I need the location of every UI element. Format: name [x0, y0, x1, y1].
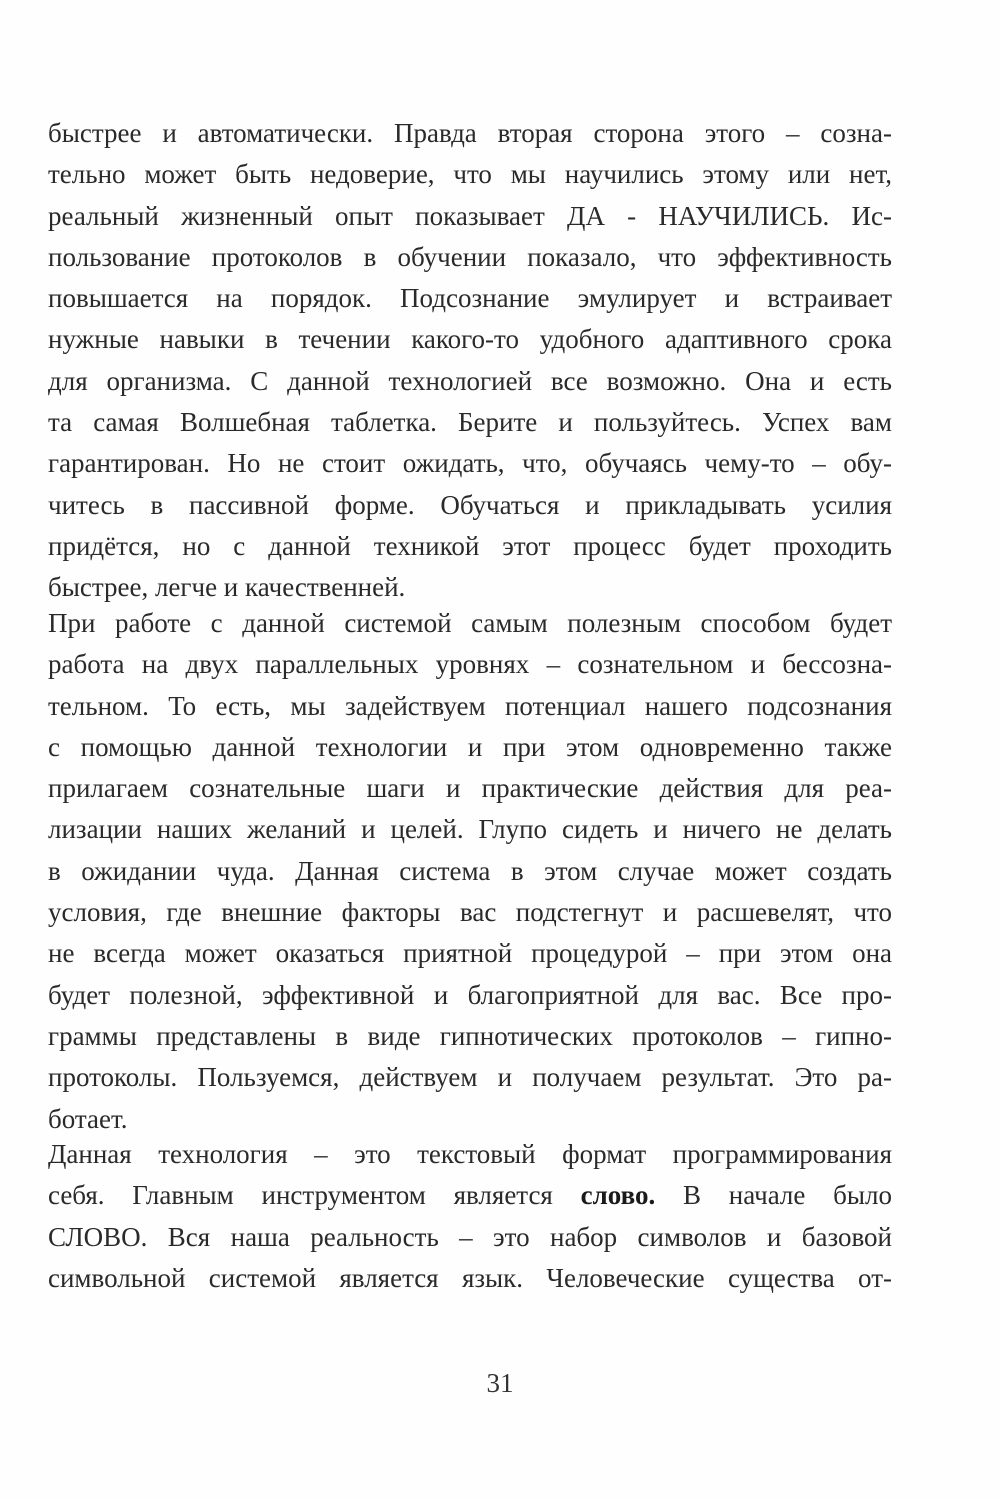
text-line: повышается на порядок. Подсознание эмулирует и встраивает — [48, 283, 892, 314]
text-segment: В начале было — [655, 1180, 892, 1211]
text-line: Данная технология – это текстовый формат программирования — [48, 1139, 892, 1169]
text-line: для организма. С данной технологией все возможно. Она и есть — [48, 365, 892, 396]
paragraph-3 — [48, 1134, 892, 1299]
text-line: СЛОВО. Вся наша реальность – это набор символов и базовой — [48, 1221, 892, 1252]
text-line: протоколы. Пользуемся, действуем и получаем результат. Это ра- — [48, 1062, 892, 1093]
text-line: работа на двух параллельных уровнях – сознательном и бессозна- — [48, 649, 892, 680]
text-line: быстрее, легче и качественней. — [48, 572, 406, 603]
text-line: с помощью данной технологии и при этом одновременно также — [48, 731, 892, 762]
text-line: прилагаем сознательные шаги и практические действия для реа- — [48, 773, 892, 804]
text-line: быстрее и автоматически. Правда вторая сторона этого – созна- — [48, 118, 892, 148]
paragraph-2 — [48, 603, 892, 1140]
text-line: читесь в пассивной форме. Обучаться и прикладывать усилия — [48, 489, 892, 520]
text-line: граммы представлены в виде гипнотических протоколов – гипно- — [48, 1020, 892, 1051]
paragraph-1 — [48, 113, 892, 609]
page-number: 31 — [486, 1368, 514, 1398]
text-line: условия, где внешние факторы вас подстегнут и расшевелят, что — [48, 897, 892, 928]
text-segment: себя. Главным инструментом является — [48, 1180, 581, 1211]
text-line: При работе с данной системой самым полезным способом будет — [48, 608, 892, 638]
text-line: та самая Волшебная таблетка. Берите и пользуйтесь. Успех вам — [48, 407, 892, 438]
text-line: лизации наших желаний и целей. Глупо сидеть и ничего не делать — [48, 814, 892, 845]
text-line: тельном. То есть, мы задействуем потенциал нашего подсознания — [48, 690, 892, 721]
text-line: придётся, но с данной техникой этот процесс будет проходить — [48, 530, 892, 561]
text-line — [48, 1175, 892, 1216]
text-line: нужные навыки в течении какого-то удобного адаптивного срока — [48, 324, 892, 355]
bold-word: слово. — [580, 1180, 656, 1211]
text-line: ботает. — [48, 1103, 128, 1134]
text-line: не всегда может оказаться приятной процедурой – при этом она — [48, 938, 892, 969]
text-line: будет полезной, эффективной и благоприятной для вас. Все про- — [48, 979, 892, 1010]
text-line: реальный жизненный опыт показывает ДА - НАУЧИЛИСЬ. Ис- — [48, 200, 892, 231]
text-line: гарантирован. Но не стоит ожидать, что, обучаясь чему-то – обу- — [48, 448, 892, 479]
text-line: тельно может быть недоверие, что мы научились этому или нет, — [48, 159, 892, 190]
text-line: в ожидании чуда. Данная система в этом случае может создать — [48, 855, 892, 886]
text-line: пользование протоколов в обучении показало, что эффективность — [48, 241, 892, 272]
text-line: символьной системой является язык. Человеческие существа от- — [48, 1262, 892, 1293]
